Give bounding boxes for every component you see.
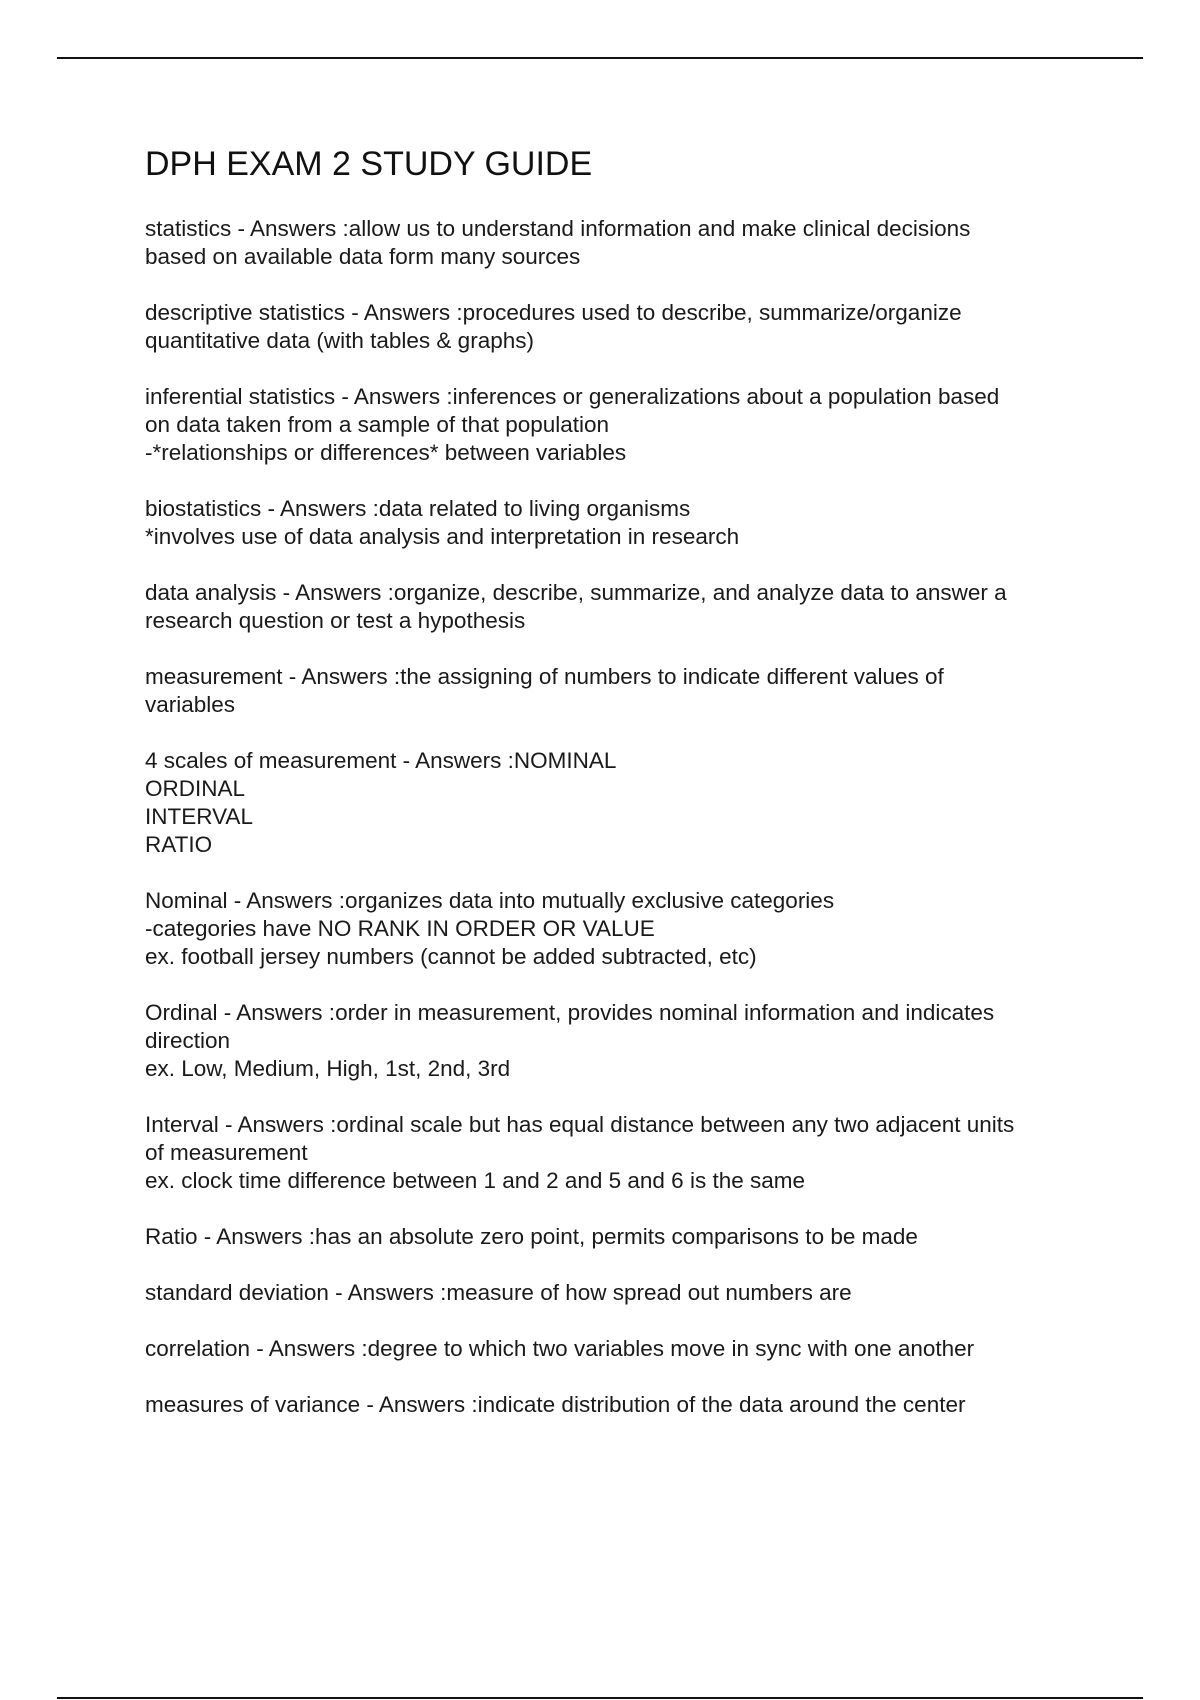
entry-term-line: inferential statistics - Answers :inferences or generalizations about a population based	[145, 384, 1000, 409]
entry-term-line: statistics - Answers :allow us to understand information and make clinical decisions	[145, 216, 971, 241]
study-entry	[145, 495, 1105, 551]
entry-term-line: correlation - Answers :degree to which two variables move in sync with one another	[145, 1336, 975, 1361]
entry-answer-line: on data taken from a sample of that population	[145, 412, 610, 437]
entry-term-line: measures of variance - Answers :indicate distribution of the data around the center	[145, 1392, 966, 1417]
entry-term-line: data analysis - Answers :organize, describe, summarize, and analyze data to answer a	[145, 580, 1007, 605]
entry-answer-line: ORDINAL	[145, 776, 246, 801]
bottom-rule	[57, 1697, 1143, 1699]
entry-term-line: descriptive statistics - Answers :procedures used to describe, summarize/organize	[145, 300, 962, 325]
entry-answer-line: research question or test a hypothesis	[145, 608, 526, 633]
entry-term-line: Ordinal - Answers :order in measurement, provides nominal information and indicates	[145, 1000, 995, 1025]
top-rule	[57, 57, 1143, 59]
entry-answer-line: quantitative data (with tables & graphs)	[145, 328, 534, 353]
entry-answer-line: -categories have NO RANK IN ORDER OR VALUE	[145, 916, 655, 941]
study-entry	[145, 999, 1105, 1083]
study-entry	[145, 1223, 1105, 1251]
study-entry	[145, 1391, 1105, 1419]
study-entry	[145, 1279, 1105, 1307]
entry-answer-line: based on available data form many sources	[145, 244, 581, 269]
entry-term-line: Nominal - Answers :organizes data into mutually exclusive categories	[145, 888, 835, 913]
entry-answer-line: variables	[145, 692, 236, 717]
entry-answer-line: RATIO	[145, 832, 213, 857]
entry-term-line: 4 scales of measurement - Answers :NOMINAL	[145, 748, 617, 773]
study-entry	[145, 299, 1105, 355]
entry-term-line: biostatistics - Answers :data related to living organisms	[145, 496, 691, 521]
entry-answer-line: ex. Low, Medium, High, 1st, 2nd, 3rd	[145, 1056, 511, 1081]
entry-answer-line: direction	[145, 1028, 231, 1053]
entry-term-line: measurement - Answers :the assigning of numbers to indicate different values of	[145, 664, 944, 689]
entry-list	[145, 215, 1105, 1419]
study-entry	[145, 383, 1105, 467]
entry-answer-line: *involves use of data analysis and interpretation in research	[145, 524, 740, 549]
study-entry	[145, 1335, 1105, 1363]
document-body	[145, 143, 1105, 1447]
entry-answer-line: ex. clock time difference between 1 and 2 and 5 and 6 is the same	[145, 1168, 805, 1193]
entry-term-line: Interval - Answers :ordinal scale but has equal distance between any two adjacent units	[145, 1112, 1015, 1137]
entry-answer-line: ex. football jersey numbers (cannot be added subtracted, etc)	[145, 944, 757, 969]
document-title: DPH EXAM 2 STUDY GUIDE	[145, 145, 593, 183]
study-entry	[145, 663, 1105, 719]
study-entry	[145, 215, 1105, 271]
entry-answer-line: -*relationships or differences* between variables	[145, 440, 627, 465]
study-entry	[145, 887, 1105, 971]
entry-answer-line: INTERVAL	[145, 804, 253, 829]
study-entry	[145, 1111, 1105, 1195]
entry-term-line: standard deviation - Answers :measure of how spread out numbers are	[145, 1280, 852, 1305]
entry-term-line: Ratio - Answers :has an absolute zero point, permits comparisons to be made	[145, 1224, 918, 1249]
study-entry	[145, 579, 1105, 635]
entry-answer-line: of measurement	[145, 1140, 308, 1165]
study-entry	[145, 747, 1105, 859]
